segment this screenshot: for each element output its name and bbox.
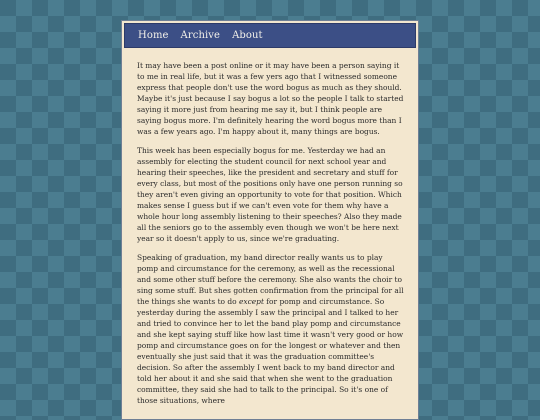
blog-page — [121, 20, 419, 420]
post-paragraph-1: It may have been a post online or it may have been a person saying it to me in real life, but it was a few yers ago that I witnessed someone express that people don't use the word bogus as much as they should. Maybe it's just because I say bogus a lot so the people I talk to started saying it more just from hearing me say it, but I think people are saying bogus more. I'm definitely hearing the word bogus more than I was a few years ago. I'm happy about it, many things are bogus. — [137, 61, 404, 136]
nav-link-home[interactable]: Home — [138, 30, 169, 41]
top-nav — [124, 23, 416, 48]
post-paragraph-2: This week has been especially bogus for me. Yesterday we had an assembly for electing the student council for next school year and hearing their speeches, like the president and secretary and stuff for every class, but most of the positions only have one person running so they aren't even giving an opportunity to vote for that position. Which makes sense I guess but if we can't even vote for them why have a whole hour long assembly listening to their speeches? Also they made all the seniors go to the assembly even though we won't be here next year so it doesn't apply to us, since we're graduating. — [137, 146, 403, 243]
post-body — [122, 48, 418, 406]
emphasis-except: except — [239, 297, 264, 306]
nav-link-about[interactable]: About — [232, 30, 263, 41]
post-paragraph-3 — [137, 252, 404, 406]
post-paragraph-3-text-a: Speaking of graduation, my band director really wants us to play pomp and circumstance for the ceremony, as well as the recessional and some other stuff before the ceremony. She also wants the choir to sing some stuff. But shes gotten confirmation from the principal for all the things she wants to do — [137, 253, 404, 306]
nav-link-archive[interactable]: Archive — [180, 30, 221, 41]
post-paragraph-3-text-b: for pomp and circumstance. So yesterday during the assembly I saw the principal and I talked to her and tried to convince her to let the band play pomp and circumstance and she kept saying stuff like how last time it wasn't very good or how pomp and circumstance goes on for the longest or whatever and then eventually she just said that it was the graduation committee's decision. So after the assembly I went back to my band director and told her about it and she said that when she went to the graduation committee, they said she had to talk to the principal. So it's one of those situations, where — [137, 297, 404, 405]
